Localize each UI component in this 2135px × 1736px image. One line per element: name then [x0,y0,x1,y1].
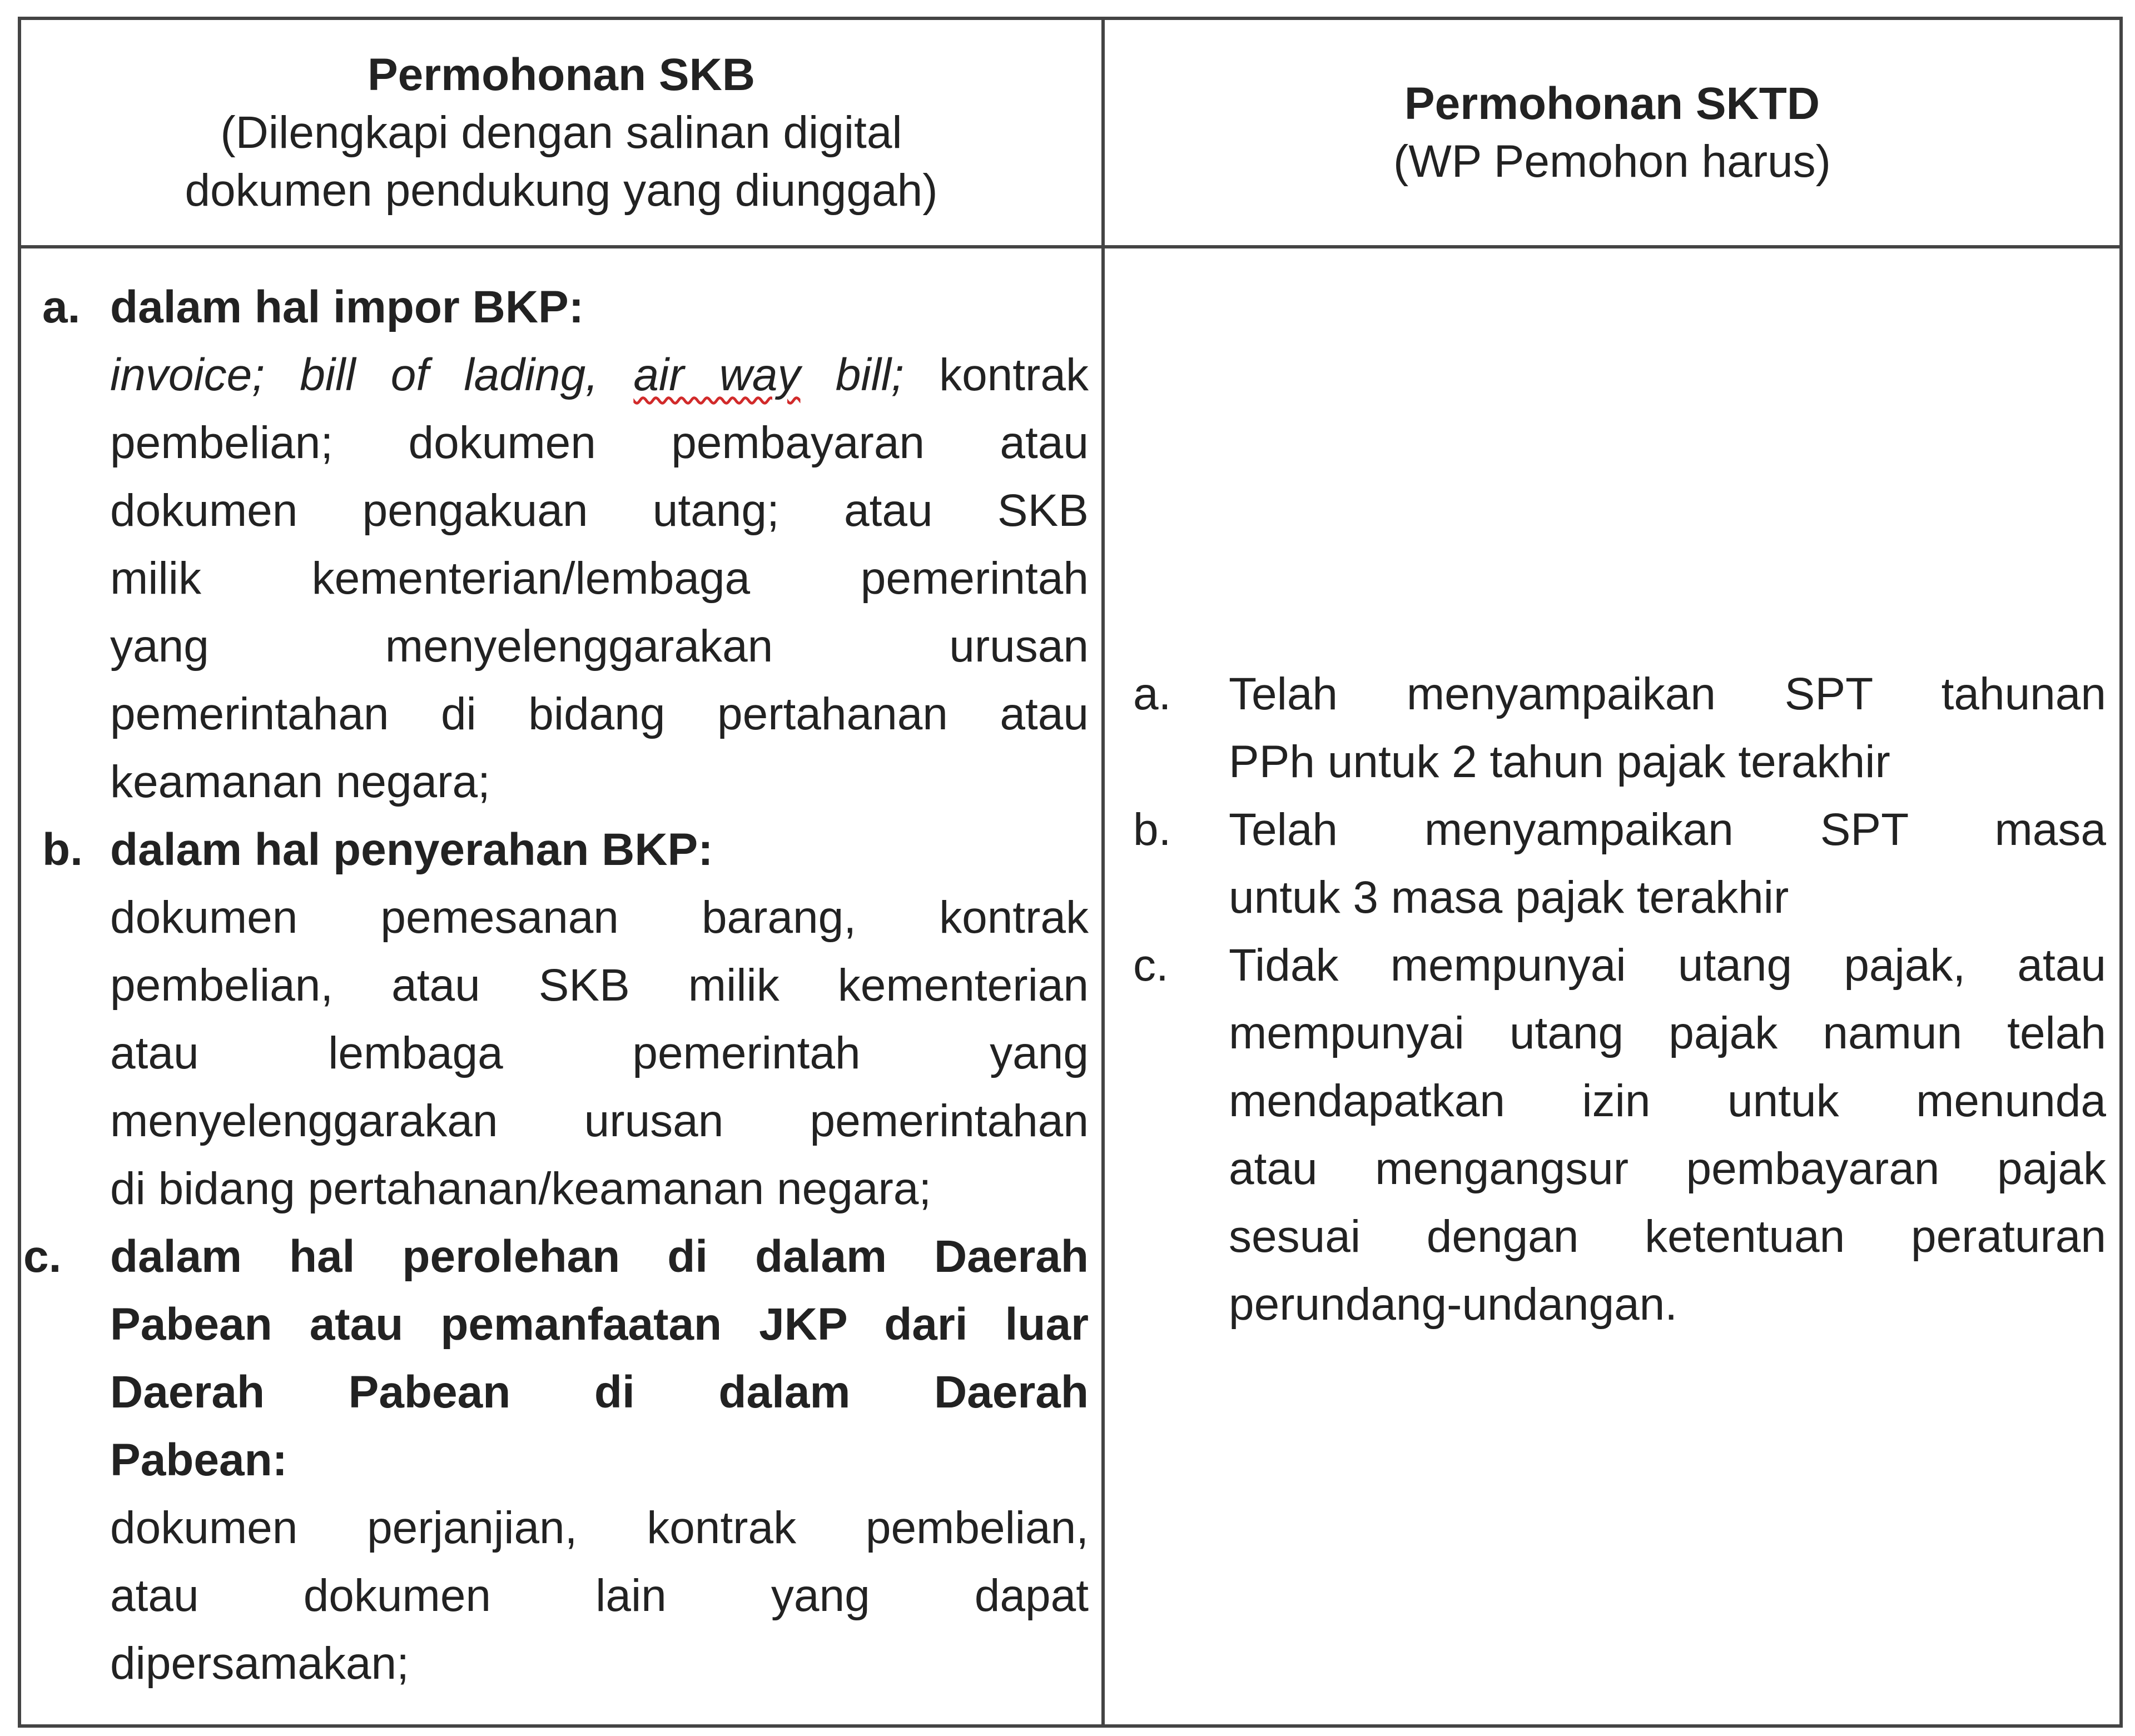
header-title-skb: Permohonan SKB [367,49,756,100]
skb-item-c-heading: Daerah Pabean di dalam Daerah [110,1367,1089,1417]
column-divider [1101,20,1105,1724]
skb-item-a-line [110,341,1089,409]
sktd-item-c-line: mendapatkan izin untuk menunda [1229,1076,2106,1126]
sktd-item-c-marker: c. [1133,940,1169,991]
skb-item-b-heading: dalam hal penyerahan BKP: [110,824,713,875]
skb-item-c-heading: Pabean atau pemanfaatan JKP dari luar [110,1299,1089,1350]
skb-item-a-line1-rest: kontrak [939,350,1089,400]
header-title-sktd: Permohonan SKTD [1404,78,1820,129]
skb-item-a-italic-2: bill; [835,350,904,400]
skb-item-c-marker: c. [23,1231,62,1282]
skb-item-a-line: pemerintahan di bidang pertahanan atau [110,689,1089,739]
skb-item-b-line: menyelenggarakan urusan pemerintahan [110,1096,1089,1146]
sktd-item-b-line: Telah menyampaikan SPT masa [1229,804,2106,855]
skb-item-a-line: keamanan negara; [110,757,490,807]
sktd-item-a-line: PPh untuk 2 tahun pajak terakhir [1229,737,1890,787]
sktd-item-b-marker: b. [1133,804,1171,855]
sktd-item-c-line: perundang-undangan. [1229,1279,1678,1330]
skb-item-c-heading: Pabean: [110,1435,287,1485]
skb-item-b-line: di bidang pertahanan/keamanan negara; [110,1163,932,1214]
sktd-item-a-marker: a. [1133,669,1171,719]
skb-item-c-line: atau dokumen lain yang dapat [110,1570,1089,1621]
skb-item-a-line: dokumen pengakuan utang; atau SKB [110,485,1089,536]
skb-item-a-line: yang menyelenggarakan urusan [110,621,1089,671]
spellcheck-flagged-word: air way [633,350,801,400]
skb-item-a-marker: a. [42,282,81,332]
skb-item-a-line: pembelian; dokumen pembayaran atau [110,417,1089,468]
sktd-item-b-line: untuk 3 masa pajak terakhir [1229,872,1789,923]
skb-item-a-heading: dalam hal impor BKP: [110,282,584,332]
header-subtitle-sktd: (WP Pemohon harus) [1393,136,1831,187]
sktd-item-a-line: Telah menyampaikan SPT tahunan [1229,669,2106,719]
header-cell-sktd [1105,20,2119,245]
header-cell-skb [21,20,1101,245]
skb-item-b-line: pembelian, atau SKB milik kementerian [110,960,1089,1011]
sktd-item-c-line: Tidak mempunyai utang pajak, atau [1229,940,2106,991]
skb-item-a-italic: invoice; bill of lading, [110,350,599,400]
skb-item-b-marker: b. [42,824,83,875]
sktd-item-c-line: mempunyai utang pajak namun telah [1229,1008,2106,1058]
requirements-table [18,17,2123,1728]
skb-item-c-heading: dalam hal perolehan di dalam Daerah [110,1231,1089,1282]
skb-item-b-line: atau lembaga pemerintah yang [110,1028,1089,1078]
header-subtitle-skb: (Dilengkapi dengan salinan digital dokumen pendukung yang diunggah) [185,107,938,216]
skb-item-b-line: dokumen pemesanan barang, kontrak [110,892,1089,943]
header-divider [21,245,2119,248]
sktd-item-c-line: atau mengangsur pembayaran pajak [1229,1143,2106,1194]
sktd-item-c-line: sesuai dengan ketentuan peraturan [1229,1211,2106,1262]
skb-item-a-line: milik kementerian/lembaga pemerintah [110,553,1089,604]
skb-item-c-line: dokumen perjanjian, kontrak pembelian, [110,1503,1089,1553]
skb-item-c-line: dipersamakan; [110,1638,409,1689]
